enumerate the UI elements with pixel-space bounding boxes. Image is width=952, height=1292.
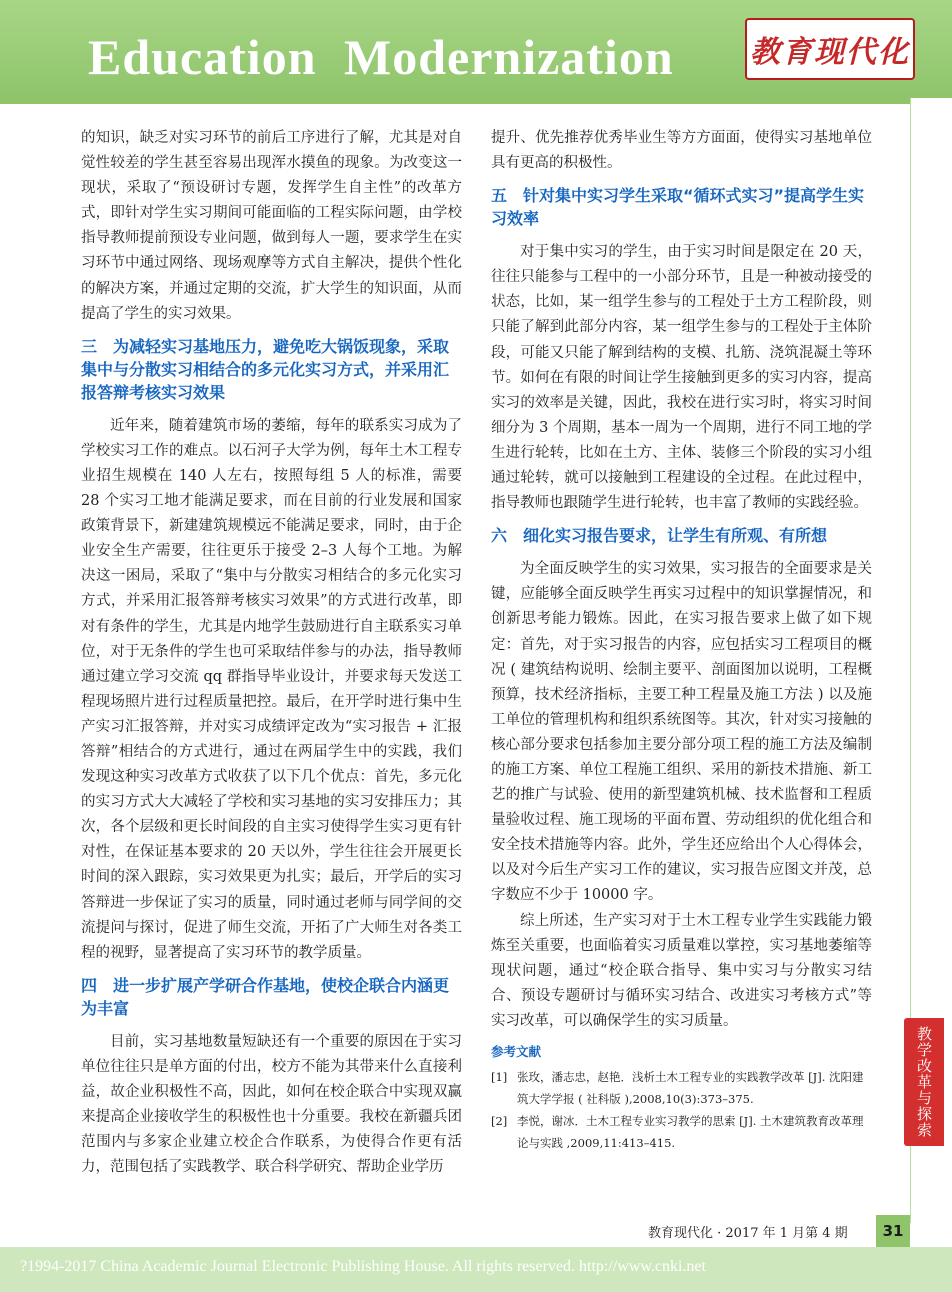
paragraph: 的知识，缺乏对实习环节的前后工序进行了解，尤其是对自觉性较差的学生甚至容易出现浑水摸鱼的现象。为改变这一现状，采取了“预设研讨专题，发挥学生自主性”的改革方式，即针对学生实习期间可能面临的工程实际问题，由学校指导教师提前预设专业问题，做到每人一题，要求学生在实习环节中通过网络、现场观摩等方式自主解决，提供个性化的解决方案，并通过定期的交流，扩大学生的知识面，从而提高了学生的实习效果。: [81, 130, 462, 322]
reference-text: 张玫，潘志忠，赵艳．浅析土木工程专业的实践教学改革 [J]. 沈阳建筑大学学报 ( 社科版 ),2008,10(3):373–375.: [517, 1070, 864, 1106]
journal-issue-line: 教育现代化 · 2017 年 1 月第 4 期: [648, 1226, 848, 1241]
paragraph: 对于集中实习的学生，由于实习时间是限定在 20 天，往往只能参与工程中的一小部分环节，且是一种被动接受的状态，比如，某一组学生参与的工程处于土方工程阶段，则只能了解到此部分内容，某一组学生参与的工程处于主体阶段，可能又只能了解到结构的支模、扎筋、浇筑混凝土等环节。如何在有限的时间让学生接触到更多的实习内容，提高实习的效率是关键，因此，我校在进行实习时，将实习时间细分为 3 个周期，基本一周为一个周期，进行不同工地的学生进行轮转，比如在土方、主体、装修三个阶段的实习小组通过轮转，就可以接触到工程建设的全过程。在此过程中，指导教师也跟随学生进行轮转，也丰富了教师的实践经验。: [491, 244, 872, 512]
journal-english-title: Education Modernization: [88, 29, 674, 85]
reference-item: [491, 1110, 872, 1154]
header-rule: [0, 98, 910, 104]
reference-item: [491, 1066, 872, 1110]
references-title: 参考文献: [491, 1044, 542, 1059]
reference-number: [1]: [491, 1070, 508, 1084]
section-heading-4: 四 进一步扩展产学研合作基地，使校企联合内涵更为丰富: [81, 975, 450, 1018]
header-banner: [0, 0, 952, 98]
paragraph: 为全面反映学生的实习效果，实习报告的全面要求是关键，应能够全面反映学生再实习过程中的知识掌握情况，和创新思考能力锻炼。因此，在实习报告要求上做了如下规定：首先，对于实习报告的内容，应包括实习工程项目的概况 ( 建筑结构说明、绘制主要平、剖面图加以说明，工程概预算，技术经济指标，主要工种工程量及施工方法 ) 以及施工单位的管理机构和组织系统图等。其次，针对实习接触的核心部分要求包括参加主要分部分项工程的施工方法及编制的施工方案、单位工程施工组织、采用的新技术措施、新工艺的推广与试验、使用的新型建筑机械、技术监督和工程质量验收过程、施工现场的平面布置、劳动组织的优化组合和安全技术措施等内容。此外，学生还应给出个人心得体会，以及对今后生产实习工作的建议，实习报告应图文并茂，总字数应不少于 10000 字。: [491, 561, 872, 904]
journal-logo: 教育现代化: [745, 18, 915, 80]
section-heading-5: 五 针对集中实习学生采取“循环式实习”提高学生实习效率: [491, 186, 865, 229]
section-side-tab: 教学改革与探索: [904, 1018, 944, 1146]
reference-text: 李悦，谢冰．土木工程专业实习教学的思索 [J]. 土木建筑教育改革理论与实践 ,2009,11:413–415.: [517, 1114, 864, 1150]
copyright-watermark: ?1994-2017 China Academic Journal Electronic Publishing House. All rights reserved. http://www.cnki.net: [20, 1258, 706, 1275]
right-column: [491, 126, 872, 1154]
paragraph: 目前，实习基地数量短缺还有一个重要的原因在于实习单位往往只是单方面的付出，校方不能为其带来什么直接利益，故企业积极性不高，因此，如何在校企联合中实现双赢来提高企业接收学生的积极性也十分重要。我校在新疆兵团范围内与多家企业建立校企合作联系，为使得合作更有活力，范围包括了实践教学、联合科学研究、帮助企业学历: [81, 1033, 462, 1176]
paragraph: 近年来，随着建筑市场的萎缩，每年的联系实习成为了学校实习工作的难点。以石河子大学为例，每年土木工程专业招生规模在 140 人左右，按照每组 5 人的标准，需要 28 个实习工地才能满足要求，而在目前的行业发展和国家政策背景下，新建建筑规模远不能满足要求，同时，由于企业安全生产需要，往往更乐于接受 2–3 人每个工地。为解决这一困局，采取了“集中与分散实习相结合的多元化实习方式，并采用汇报答辩考核实习效果”的方式进行改革，即对有条件的学生，尤其是内地学生鼓励进行自主联系实习单位，对于无条件的学生也可采取结伴参与的办法，指导教师通过建立学习交流 qq 群指导毕业设计，并要求每天发送工程现场照片进行过程质量把控。最后，在开学时进行集中生产实习汇报答辩，并对实习成绩评定改为“实习报告 + 汇报答辩”相结合的方式进行，通过在两届学生中的实践，我们发现这种实习改革方式收获了以下几个优点：首先，多元化的实习方式大大减轻了学校和实习基地的实习安排压力；其次，各个层级和更长时间段的自主实习使得学生实习更有针对性，在保证基本要求的 20 天以外，学生往往会开展更长时间的深入跟踪，实习效果更为扎实；最后，开学后的实习答辩进一步保证了实习的质量，同时通过老师与同学间的交流提问与探讨，促进了师生交流，开拓了广大师生对各类工程的视野，显著提高了实习环节的教学质量。: [81, 417, 462, 961]
conclusion-paragraph: 综上所述，生产实习对于土木工程专业学生实践能力锻炼至关重要，也面临着实习质量难以掌控，实习基地萎缩等现状问题，通过“校企联合指导、集中实习与分散实习结合、预设专题研讨与循环实习结合、改进实习考核方式”等实习改革，可以确保学生的实习质量。: [491, 912, 872, 1029]
reference-number: [2]: [491, 1114, 508, 1128]
section-heading-3: 三 为减轻实习基地压力，避免吃大锅饭现象，采取集中与分散实习相结合的多元化实习方式，并采用汇报答辩考核实习效果: [81, 336, 450, 402]
left-column: [81, 126, 462, 1180]
page-number: 31: [876, 1215, 910, 1247]
section-heading-6: 六 细化实习报告要求，让学生有所观、有所想: [491, 526, 828, 546]
paragraph: 提升、优先推荐优秀毕业生等方方面面，使得实习基地单位具有更高的积极性。: [491, 130, 872, 172]
